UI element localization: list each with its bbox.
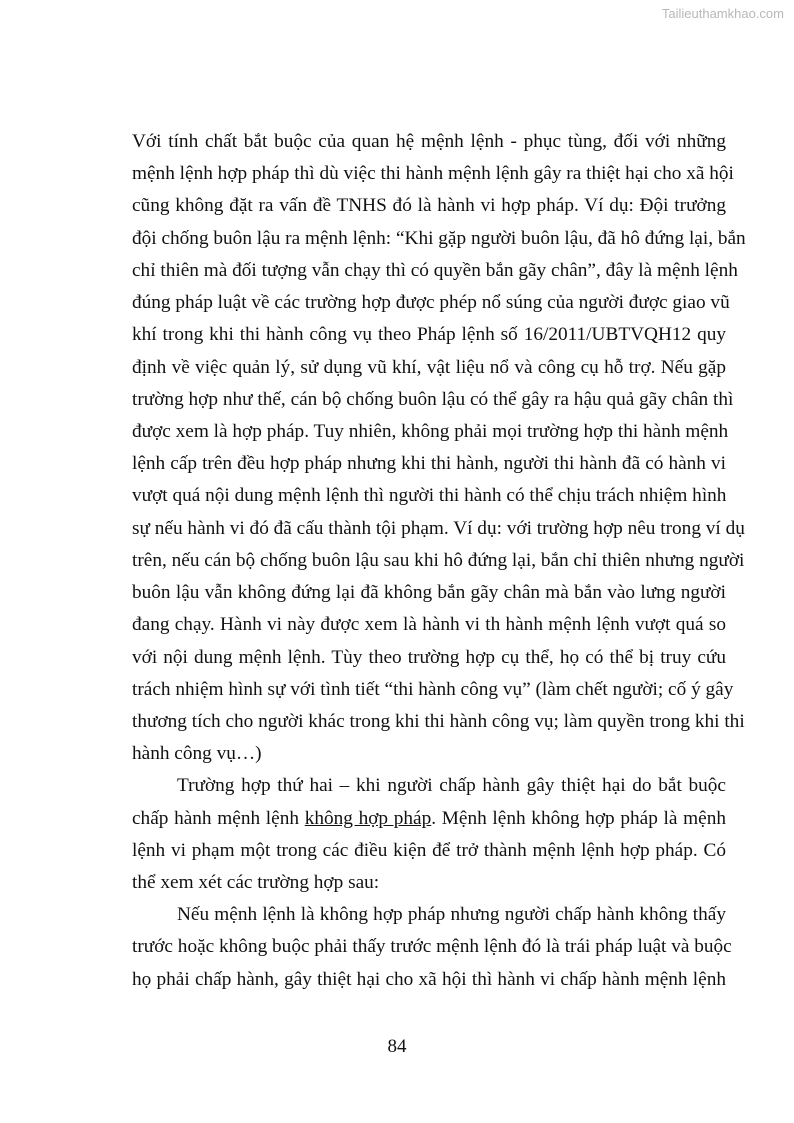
text-line: thương tích cho người khác trong khi thi hành công vụ; làm quyền trong khi thi [132,710,745,732]
text-line: Nếu mệnh lệnh là không hợp pháp nhưng người chấp hành không thấy [177,904,726,926]
text-line: lệnh cấp trên đều hợp pháp nhưng khi thi hành, người thi hành đã có hành vi [132,453,726,475]
document-body [132,128,746,998]
text-line: thể xem xét các trường hợp sau: [132,872,380,894]
text-line: trước hoặc không buộc phải thấy trước mệnh lệnh đó là trái pháp luật và buộc [132,936,732,958]
text-line: họ phải chấp hành, gây thiệt hại cho xã hội thì hành vi chấp hành mệnh lệnh [132,968,726,990]
page-number: 84 [387,1036,407,1057]
text-run: . Mệnh lệnh không hợp pháp là mệnh [431,807,726,829]
text-line: trường hợp như thế, cán bộ chống buôn lậu có thể gây ra hậu quả gãy chân thì [132,388,734,410]
paragraph-2 [132,772,726,901]
text-line: Với tính chất bắt buộc của quan hệ mệnh lệnh - phục tùng, đối với những [132,131,726,152]
text-line: đang chạy. Hành vi này được xem là hành vi th hành mệnh lệnh vượt quá so [132,614,726,636]
text-line: khí trong khi thi hành công vụ theo Pháp lệnh số 16/2011/UBTVQH12 quy [132,324,726,346]
text-line: Trường hợp thứ hai – khi người chấp hành gây thiệt hại do bắt buộc [177,775,726,797]
underlined-term: không hợp pháp [304,807,432,829]
text-line: mệnh lệnh hợp pháp thì dù việc thi hành mệnh lệnh gây ra thiệt hại cho xã hội [132,163,734,185]
text-line: với nội dung mệnh lệnh. Tùy theo trường hợp cụ thể, họ có thể bị truy cứu [132,646,726,668]
text-line: cũng không đặt ra vấn đề TNHS đó là hành vi hợp pháp. Ví dụ: Đội trưởng [132,195,726,217]
watermark: Tailieuthamkhao.com [661,6,784,21]
text-line: hành công vụ…) [132,743,262,765]
text-line: chỉ thiên mà đối tượng vẫn chạy thì có quyền bắn gãy chân”, đây là mệnh lệnh [132,259,738,281]
text-line: vượt quá nội dung mệnh lệnh thì người thi hành có thể chịu trách nhiệm hình [132,485,727,507]
text-line: định về việc quản lý, sử dụng vũ khí, vật liệu nổ và công cụ hỗ trợ. Nếu gặp [132,356,726,378]
text-line: sự nếu hành vi đó đã cấu thành tội phạm. Ví dụ: với trường hợp nêu trong ví dụ [132,517,745,539]
text-line: đúng pháp luật về các trường hợp được phép nổ súng của người được giao vũ [132,292,730,314]
text-line [132,805,726,837]
text-line: buôn lậu vẫn không đứng lại đã không bắn gãy chân mà bắn vào lưng người [132,582,726,604]
text-line: được xem là hợp pháp. Tuy nhiên, không phải mọi trường hợp thi hành mệnh [132,420,729,442]
text-line: trên, nếu cán bộ chống buôn lậu sau khi hô đứng lại, bắn chỉ thiên nhưng người [132,549,745,571]
text-run: chấp hành mệnh lệnh [132,807,305,829]
text-line: đội chống buôn lậu ra mệnh lệnh: “Khi gặp người buôn lậu, đã hô đứng lại, bắn [132,227,746,249]
text-line: trách nhiệm hình sự với tình tiết “thi hành công vụ” (làm chết người; cố ý gây [132,678,734,700]
text-line: lệnh vi phạm một trong các điều kiện để trở thành mệnh lệnh hợp pháp. Có [132,839,726,861]
paragraph-1 [132,128,746,772]
paragraph-3 [132,901,732,998]
